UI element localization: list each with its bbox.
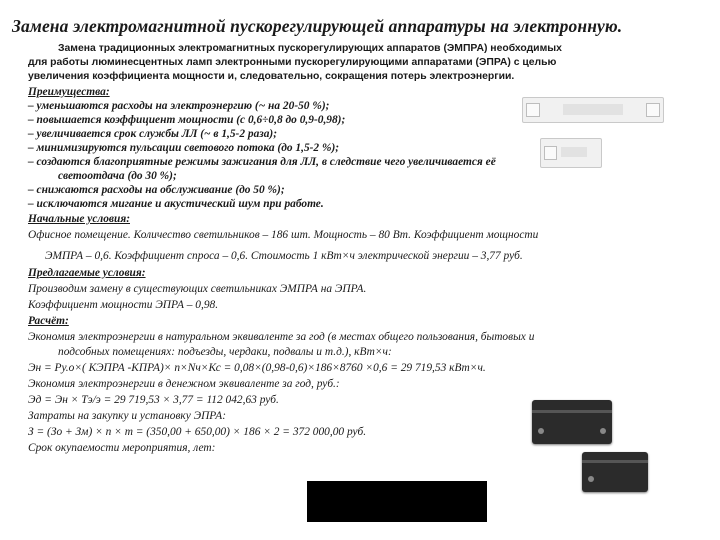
advantage-item: – исключаются мигание и акустический шум при работе. [28, 198, 324, 210]
ballast-image-small [540, 138, 602, 168]
costs-formula: З = (Зо + Зм) × п × т = (350,00 + 650,00) × 186 × 2 = 372 000,00 руб. [28, 426, 367, 438]
calculation-line: Затраты на закупку и установку ЭПРА: [28, 410, 227, 422]
initial-conditions-line: ЭМПРА – 0,6. Коэффициент спроса – 0,6. Стоимость 1 кВт×ч электрической энергии – 3,77 руб. [45, 250, 523, 262]
advantage-item: – минимизируются пульсации светового потока (до 1,5-2 %); [28, 142, 340, 154]
ballast-image-long [522, 97, 664, 123]
slide-title: Замена электромагнитной пускорегулирующей аппаратуры на электронную. [12, 16, 623, 36]
advantage-item: – увеличивается срок службы ЛЛ (~ в 1,5-2 раза); [28, 128, 278, 140]
advantage-item: – снижаются расходы на обслуживание (до 50 %); [28, 184, 285, 196]
proposed-conditions-heading: Предлагаемые условия: [28, 267, 146, 279]
advantage-item: – создаются благоприятные режимы зажигания для ЛЛ, в следствие чего увеличивается её [28, 156, 496, 168]
ballast-image-dark-large [532, 400, 612, 444]
advantage-item-continued: светоотдача (до 30 %); [58, 170, 177, 182]
advantage-item: – уменьшаются расходы на электроэнергию (~ на 20-50 %); [28, 100, 330, 112]
calculation-line: подсобных помещениях: подъезды, чердаки, подвалы и т.д.), кВт×ч: [58, 346, 392, 358]
energy-savings-formula: Эн = Ру.о×( КЭПРА -КПРА)× п×Nч×Кс = 0,08×(0,98-0,6)×186×8760 ×0,6 = 29 719,53 кВт×ч. [28, 362, 486, 374]
calculation-line: Срок окупаемости мероприятия, лет: [28, 442, 216, 454]
advantage-item: – повышается коэффициент мощности (с 0,6÷0,8 до 0,9-0,98); [28, 114, 346, 126]
calculation-line: Экономия электроэнергии в денежном эквиваленте за год, руб.: [28, 378, 340, 390]
intro-line-1: Замена традиционных электромагнитных пускорегулирующих аппаратов (ЭМПРА) необходимых [58, 43, 562, 54]
proposed-conditions-line: Коэффициент мощности ЭПРА – 0,98. [28, 299, 219, 311]
ballast-image-dark-small [582, 452, 648, 492]
proposed-conditions-line: Производим замену в существующих светильниках ЭМПРА на ЭПРА. [28, 283, 367, 295]
intro-line-3: увеличения коэффициента мощности и, следовательно, сокращения потерь электроэнергии. [28, 71, 515, 82]
initial-conditions-heading: Начальные условия: [28, 213, 130, 225]
initial-conditions-line: Офисное помещение. Количество светильников – 186 шт. Мощность – 80 Вт. Коэффициент мощности [28, 229, 539, 241]
redaction-overlay [307, 481, 487, 522]
advantages-heading: Преимущества: [28, 86, 110, 98]
money-savings-formula: Эд = Эн × Тэ/э = 29 719,53 × 3,77 = 112 042,63 руб. [28, 394, 279, 406]
calculation-line: Экономия электроэнергии в натуральном эквиваленте за год (в местах общего пользования, бытовых и [28, 331, 535, 343]
intro-line-2: для работы люминесцентных ламп электронными пускорегулирующими аппаратами (ЭПРА) с целью [28, 57, 557, 68]
calculation-heading: Расчёт: [28, 315, 69, 327]
